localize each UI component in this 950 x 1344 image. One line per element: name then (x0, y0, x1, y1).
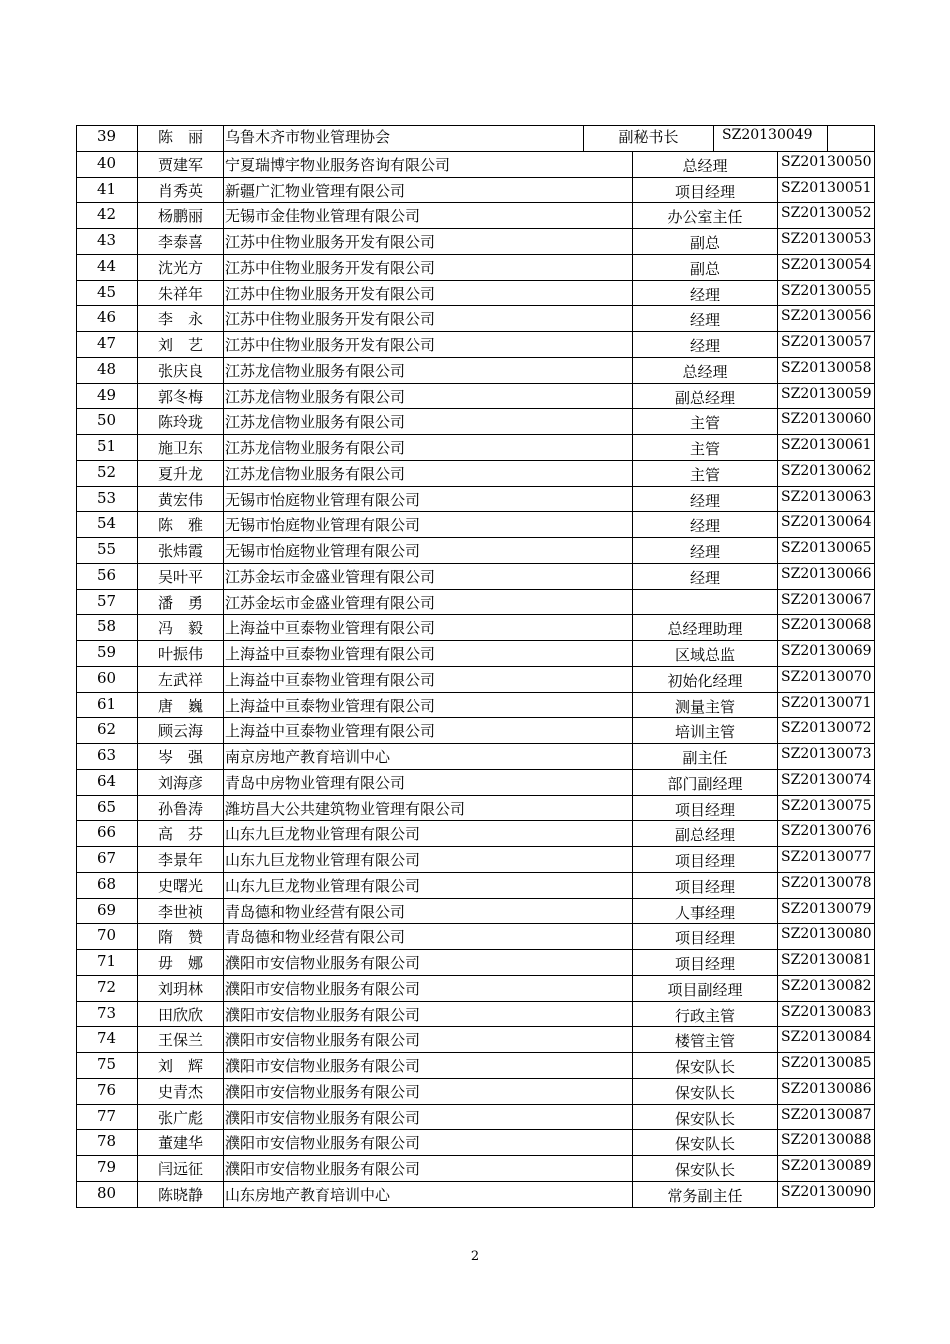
member-name: 叶振伟 (157, 645, 203, 663)
row-number: 78 (96, 1132, 117, 1151)
organization: 江苏龙信物业服务有限公司 (225, 361, 406, 380)
row-divider (76, 305, 874, 306)
row-divider (76, 228, 874, 229)
certificate-code: SZ20130051 (781, 179, 872, 196)
job-title: 行政主管 (674, 1006, 735, 1025)
row-divider (76, 1052, 874, 1053)
organization: 上海益中亘泰物业管理有限公司 (225, 619, 436, 638)
certificate-code: SZ20130084 (781, 1029, 872, 1046)
job-title: 主管 (689, 440, 720, 458)
organization: 江苏中住物业服务开发有限公司 (225, 233, 436, 251)
certificate-code: SZ20130055 (781, 282, 872, 299)
organization: 无锡市怡庭物业管理有限公司 (225, 490, 421, 509)
row-number: 79 (96, 1158, 117, 1176)
job-title: 初始化经理 (667, 671, 743, 690)
member-name: 施卫东 (157, 439, 203, 457)
row-divider (76, 795, 874, 796)
member-name: 郭冬梅 (157, 387, 203, 406)
organization: 山东九巨龙物业管理有限公司 (225, 851, 421, 869)
job-title: 主管 (689, 465, 720, 484)
job-title: 保安队长 (674, 1058, 735, 1076)
certificate-code: SZ20130081 (781, 952, 872, 968)
certificate-code: SZ20130072 (781, 720, 872, 737)
row-number: 65 (96, 797, 117, 816)
organization: 潍坊昌大公共建筑物业管理有限公司 (225, 799, 466, 818)
job-title: 总经理 (682, 362, 728, 381)
organization: 江苏金坛市金盛业管理有限公司 (225, 567, 436, 586)
organization: 无锡市金佳物业管理有限公司 (225, 207, 421, 226)
member-name: 贾建军 (157, 155, 203, 174)
certificate-code: SZ20130078 (781, 874, 872, 891)
row-divider (76, 923, 874, 924)
organization: 濮阳市安信物业服务有限公司 (225, 979, 421, 998)
job-title: 项目经理 (674, 800, 735, 819)
certificate-code: SZ20130075 (781, 797, 872, 814)
row-divider (76, 692, 874, 693)
row-number: 52 (96, 462, 117, 481)
member-name: 顾云海 (157, 722, 203, 741)
member-name: 陈晓静 (157, 1185, 203, 1204)
job-title: 总经理助理 (667, 620, 743, 639)
row-number: 70 (96, 926, 117, 945)
row-number: 71 (96, 952, 117, 970)
table-border-top (76, 125, 874, 126)
organization: 宁夏瑞博宇物业服务咨询有限公司 (225, 155, 451, 174)
row-divider (76, 589, 874, 590)
job-title: 经理 (689, 311, 720, 330)
job-title: 部门副经理 (667, 774, 743, 793)
certificate-code: SZ20130089 (781, 1158, 872, 1174)
member-name: 刘海彦 (157, 773, 203, 792)
member-name: 夏升龙 (157, 464, 203, 483)
job-title: 项目经理 (674, 929, 735, 948)
job-title: 培训主管 (674, 723, 735, 742)
row-number: 75 (96, 1055, 117, 1073)
job-title: 经理 (689, 568, 720, 587)
certificate-code: SZ20130064 (781, 514, 872, 531)
certificate-code: SZ20130088 (781, 1132, 872, 1149)
member-name: 陈玲珑 (157, 413, 203, 432)
organization: 江苏金坛市金盛业管理有限公司 (225, 593, 436, 612)
member-name: 肖秀英 (157, 181, 203, 200)
member-name: 孙鲁涛 (157, 799, 203, 818)
member-name: 高 芬 (157, 825, 203, 844)
job-title: 项目经理 (674, 877, 735, 896)
certificate-code: SZ20130067 (781, 591, 872, 608)
member-name: 刘 艺 (157, 336, 203, 354)
row-divider (76, 820, 874, 821)
row-number: 76 (96, 1080, 117, 1099)
member-name: 闫远征 (157, 1160, 203, 1178)
row-divider (76, 331, 874, 332)
row-number: 77 (96, 1106, 117, 1125)
organization: 上海益中亘泰物业管理有限公司 (225, 722, 436, 741)
row-divider (76, 383, 874, 384)
row-divider (76, 563, 874, 564)
row-number: 58 (96, 617, 117, 636)
row-number: 43 (96, 231, 117, 249)
certificate-code: SZ20130076 (781, 823, 872, 840)
member-name: 潘 勇 (157, 593, 203, 612)
member-name: 李世祯 (157, 902, 203, 921)
row-divider (76, 666, 874, 667)
row-divider (76, 949, 874, 950)
row-number: 64 (96, 771, 117, 790)
member-name: 田欣欣 (157, 1005, 203, 1024)
organization: 濮阳市安信物业服务有限公司 (225, 1134, 421, 1153)
organization: 江苏龙信物业服务有限公司 (225, 387, 406, 406)
certificate-code: SZ20130059 (781, 385, 872, 402)
row-divider (76, 434, 874, 435)
row-divider (76, 640, 874, 641)
organization: 山东九巨龙物业管理有限公司 (225, 876, 421, 895)
job-title: 经理 (689, 337, 720, 355)
row-number: 80 (96, 1183, 117, 1202)
organization: 无锡市怡庭物业管理有限公司 (225, 542, 421, 560)
job-title: 经理 (689, 285, 720, 304)
member-name: 张庆良 (157, 361, 203, 380)
certificate-code: SZ20130053 (781, 231, 872, 247)
organization: 濮阳市安信物业服务有限公司 (225, 1005, 421, 1024)
member-name: 董建华 (157, 1134, 203, 1153)
certificate-code: SZ20130066 (781, 565, 872, 582)
member-name: 陈 雅 (157, 516, 203, 535)
certificate-code: SZ20130082 (781, 977, 872, 994)
row-number: 48 (96, 359, 117, 378)
job-title: 副主任 (682, 749, 728, 767)
column-divider (827, 125, 828, 151)
certificate-code: SZ20130050 (781, 153, 872, 170)
certificate-code: SZ20130054 (781, 256, 872, 273)
organization: 山东九巨龙物业管理有限公司 (225, 825, 421, 844)
organization: 濮阳市安信物业服务有限公司 (225, 1108, 421, 1127)
row-number: 45 (96, 282, 117, 301)
organization: 江苏中住物业服务开发有限公司 (225, 310, 436, 329)
organization: 濮阳市安信物业服务有限公司 (225, 1160, 421, 1178)
organization: 江苏龙信物业服务有限公司 (225, 464, 406, 483)
page-number: 2 (470, 1249, 480, 1264)
member-name: 刘 辉 (157, 1057, 203, 1075)
row-divider (76, 202, 874, 203)
job-title: 副秘书长 (618, 128, 679, 146)
row-number: 51 (96, 437, 117, 455)
job-title: 区域总监 (674, 646, 735, 664)
job-title: 保安队长 (674, 1135, 735, 1154)
job-title: 副总 (689, 259, 720, 278)
row-divider (76, 1001, 874, 1002)
row-divider (76, 1181, 874, 1182)
row-divider (76, 1078, 874, 1079)
row-divider (76, 151, 874, 152)
job-title: 保安队长 (674, 1083, 735, 1102)
row-number: 50 (96, 411, 117, 430)
certificate-code: SZ20130080 (781, 926, 872, 943)
row-divider (76, 177, 874, 178)
certificate-code: SZ20130079 (781, 900, 872, 917)
member-name: 陈 丽 (157, 128, 203, 146)
row-divider (76, 743, 874, 744)
member-name: 左武祥 (157, 670, 203, 689)
job-title: 常务副主任 (667, 1186, 743, 1205)
row-divider (76, 460, 874, 461)
certificate-code: SZ20130057 (781, 334, 872, 350)
row-number: 49 (96, 385, 117, 404)
row-divider (76, 1129, 874, 1130)
job-title: 办公室主任 (667, 208, 743, 227)
job-title: 楼管主管 (674, 1032, 735, 1051)
row-divider (76, 769, 874, 770)
row-divider (76, 975, 874, 976)
row-number: 53 (96, 488, 117, 507)
member-name: 杨鹏丽 (157, 207, 203, 226)
row-divider (76, 614, 874, 615)
row-divider (76, 511, 874, 512)
certificate-code: SZ20130061 (781, 437, 872, 453)
row-divider (76, 357, 874, 358)
row-number: 41 (96, 179, 117, 198)
member-name: 张炜霞 (157, 542, 203, 560)
job-title: 经理 (689, 517, 720, 536)
organization: 江苏中住物业服务开发有限公司 (225, 258, 436, 277)
row-number: 56 (96, 565, 117, 584)
job-title: 总经理 (682, 156, 728, 175)
row-number: 63 (96, 746, 117, 764)
certificate-code: SZ20130086 (781, 1080, 872, 1097)
organization: 江苏中住物业服务开发有限公司 (225, 336, 436, 354)
member-name: 毋 娜 (157, 954, 203, 972)
job-title: 保安队长 (674, 1109, 735, 1128)
row-number: 55 (96, 540, 117, 558)
job-title: 主管 (689, 414, 720, 433)
certificate-code: SZ20130056 (781, 308, 872, 325)
certificate-code: SZ20130070 (781, 668, 872, 685)
certificate-code: SZ20130049 (722, 127, 813, 143)
organization: 濮阳市安信物业服务有限公司 (225, 1082, 421, 1101)
certificate-code: SZ20130068 (781, 617, 872, 634)
job-title: 项目经理 (674, 955, 735, 973)
job-title: 项目经理 (674, 182, 735, 201)
organization: 青岛中房物业管理有限公司 (225, 773, 406, 792)
organization: 濮阳市安信物业服务有限公司 (225, 1031, 421, 1050)
row-number: 67 (96, 849, 117, 867)
organization: 青岛德和物业经营有限公司 (225, 902, 406, 921)
row-number: 40 (96, 153, 117, 172)
certificate-code: SZ20130065 (781, 540, 872, 556)
row-number: 62 (96, 720, 117, 739)
row-divider (76, 537, 874, 538)
job-title: 项目经理 (674, 852, 735, 870)
job-title: 测量主管 (674, 697, 735, 716)
certificate-code: SZ20130074 (781, 771, 872, 788)
row-number: 73 (96, 1003, 117, 1022)
job-title: 保安队长 (674, 1161, 735, 1179)
organization: 濮阳市安信物业服务有限公司 (225, 954, 421, 972)
row-divider (76, 717, 874, 718)
certificate-code: SZ20130090 (781, 1183, 872, 1200)
certificate-code: SZ20130063 (781, 488, 872, 505)
row-divider (76, 280, 874, 281)
column-divider (713, 125, 714, 151)
organization: 南京房地产教育培训中心 (225, 748, 391, 766)
row-divider (76, 846, 874, 847)
row-number: 47 (96, 334, 117, 352)
organization: 上海益中亘泰物业管理有限公司 (225, 645, 436, 663)
certificate-code: SZ20130060 (781, 411, 872, 428)
organization: 江苏龙信物业服务有限公司 (225, 439, 406, 457)
organization: 上海益中亘泰物业管理有限公司 (225, 696, 436, 715)
column-divider (223, 125, 224, 1207)
row-number: 74 (96, 1029, 117, 1048)
row-divider (76, 872, 874, 873)
member-name: 朱祥年 (157, 284, 203, 303)
row-number: 59 (96, 643, 117, 661)
organization: 无锡市怡庭物业管理有限公司 (225, 516, 421, 535)
job-title: 项目副经理 (667, 980, 743, 999)
organization: 乌鲁木齐市物业管理协会 (225, 128, 391, 146)
certificate-code: SZ20130087 (781, 1106, 872, 1123)
member-name: 王保兰 (157, 1031, 203, 1050)
job-title: 副总 (689, 234, 720, 252)
member-name: 隋 赞 (157, 928, 203, 947)
row-divider (76, 1104, 874, 1105)
organization: 新疆广汇物业管理有限公司 (225, 181, 406, 200)
member-name: 李景年 (157, 851, 203, 869)
certificate-code: SZ20130073 (781, 746, 872, 762)
organization: 山东房地产教育培训中心 (225, 1185, 391, 1204)
organization: 濮阳市安信物业服务有限公司 (225, 1057, 421, 1075)
member-name: 张广彪 (157, 1108, 203, 1127)
organization: 江苏中住物业服务开发有限公司 (225, 284, 436, 303)
row-divider (76, 1207, 874, 1208)
row-number: 57 (96, 591, 117, 610)
row-number: 39 (96, 127, 117, 145)
certificate-code: SZ20130071 (781, 694, 872, 711)
row-number: 54 (96, 514, 117, 533)
certificate-code: SZ20130077 (781, 849, 872, 865)
organization: 上海益中亘泰物业管理有限公司 (225, 670, 436, 689)
organization: 江苏龙信物业服务有限公司 (225, 413, 406, 432)
member-name: 李泰喜 (157, 233, 203, 251)
row-number: 68 (96, 874, 117, 893)
job-title: 经理 (689, 543, 720, 561)
column-divider (874, 125, 875, 1207)
row-number: 69 (96, 900, 117, 919)
job-title: 经理 (689, 491, 720, 510)
member-name: 唐 巍 (157, 696, 203, 715)
row-number: 44 (96, 256, 117, 275)
row-divider (76, 486, 874, 487)
certificate-code: SZ20130069 (781, 643, 872, 659)
row-divider (76, 1026, 874, 1027)
organization: 青岛德和物业经营有限公司 (225, 928, 406, 947)
certificate-code: SZ20130085 (781, 1055, 872, 1071)
member-name: 李 永 (157, 310, 203, 329)
member-name: 刘玥林 (157, 979, 203, 998)
job-title: 副总经理 (674, 388, 735, 407)
row-number: 42 (96, 205, 117, 224)
member-name: 史青杰 (157, 1082, 203, 1101)
row-number: 46 (96, 308, 117, 327)
certificate-code: SZ20130058 (781, 359, 872, 376)
member-name: 岑 强 (157, 748, 203, 766)
member-name: 史曙光 (157, 876, 203, 895)
member-name: 沈光方 (157, 258, 203, 277)
row-number: 72 (96, 977, 117, 996)
column-divider (777, 151, 778, 1207)
row-number: 61 (96, 694, 117, 713)
member-name: 吴叶平 (157, 567, 203, 586)
certificate-code: SZ20130052 (781, 205, 872, 222)
certificate-code: SZ20130062 (781, 462, 872, 479)
row-divider (76, 1155, 874, 1156)
job-title: 副总经理 (674, 826, 735, 845)
member-name: 冯 毅 (157, 619, 203, 638)
job-title: 人事经理 (674, 903, 735, 922)
row-divider (76, 898, 874, 899)
certificate-code: SZ20130083 (781, 1003, 872, 1020)
row-number: 66 (96, 823, 117, 842)
row-divider (76, 408, 874, 409)
member-name: 黄宏伟 (157, 490, 203, 509)
row-divider (76, 254, 874, 255)
row-number: 60 (96, 668, 117, 687)
